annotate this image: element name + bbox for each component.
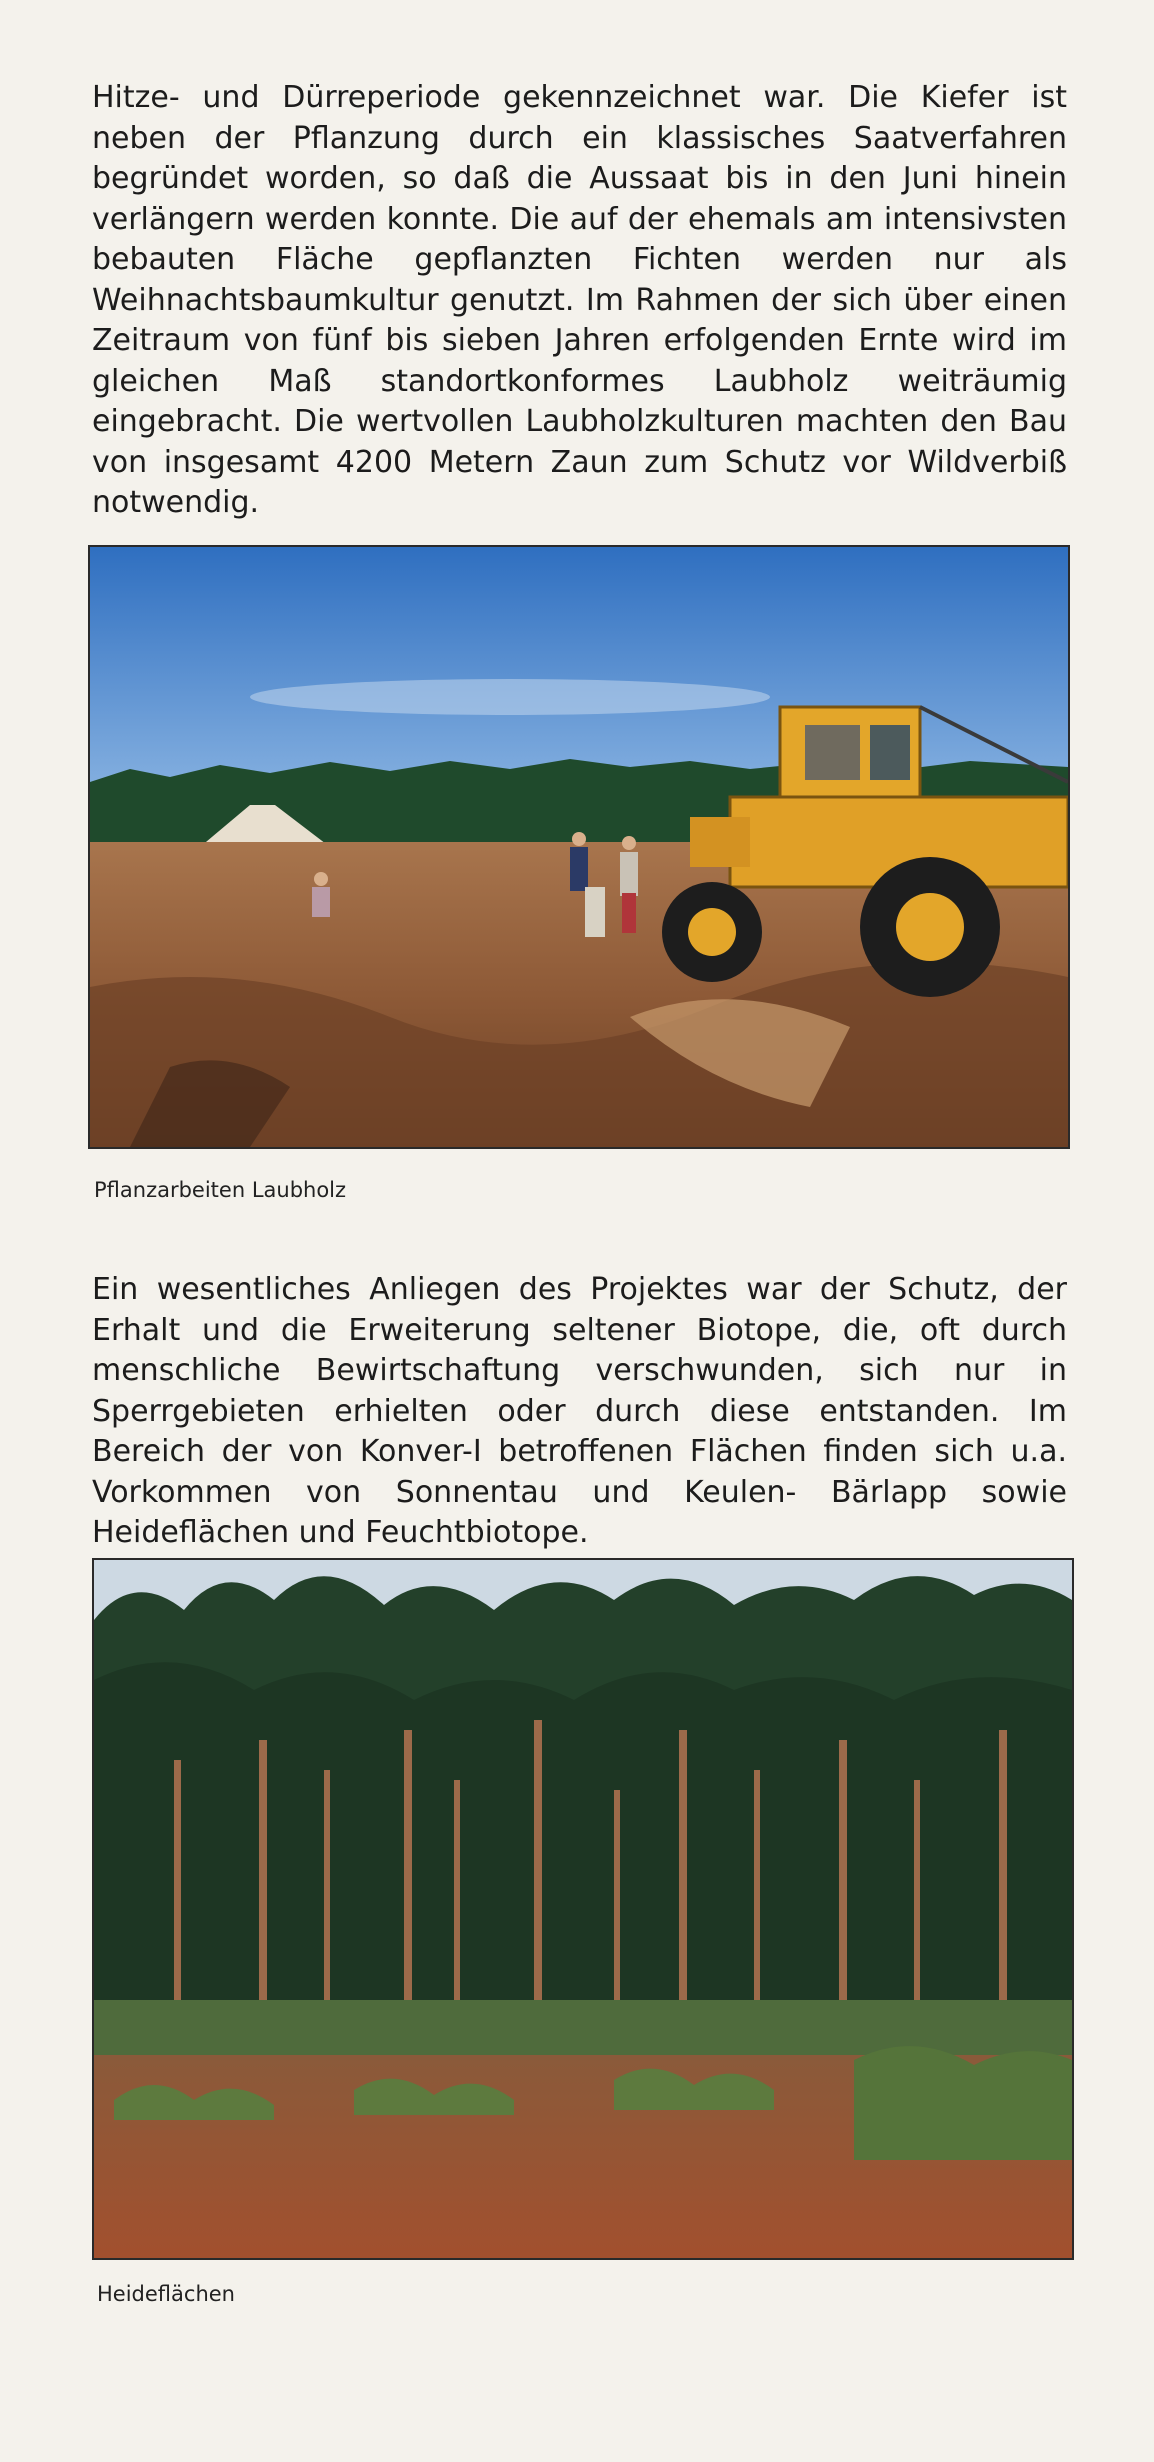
figure-caption-1: Pflanzarbeiten Laubholz (94, 1178, 347, 1202)
figure-caption-2: Heideflächen (97, 2282, 235, 2306)
body-paragraph-2: Ein wesentliches Anliegen des Projektes war der Schutz, der Erhalt und die Erweiterung seltener Biotope, die, oft durch menschliche Bewirtschaftung verschwunden, sich nur in Sperrgebieten erhielten oder durch diese entstanden. Im Bereich der von Konver-I betroffenen Flächen finden sich u.a. Vorkommen von Sonnentau und Keulen- Bärlapp sowie Heideflächen und Feuchtbiotope. (92, 1272, 1067, 1550)
pine-forest-illustration (94, 1560, 1072, 2258)
tractor-field-illustration (90, 547, 1068, 1147)
photo-planting-hardwood (88, 545, 1070, 1149)
photo-heathland (92, 1558, 1074, 2260)
body-paragraph-1: Hitze- und Dürreperiode gekennzeichnet war. Die Kiefer ist neben der Pflanzung durch ein klassisches Saatverfahren begründet worden, so daß die Aussaat bis in den Juni hinein verlängern werden konnte. Die auf der ehemals am intensivsten bebauten Fläche gepflanzten Fichten werden nur als Weihnachtsbaumkultur genutzt. Im Rahmen der sich über einen Zeitraum von fünf bis sieben Jahren erfolgenden Ernte wird im gleichen Maß standortkonformes Laubholz weiträumig eingebracht. Die wertvollen Laubholzkulturen machten den Bau von insgesamt 4200 Metern Zaun zum Schutz vor Wildverbiß notwendig. (92, 80, 1067, 520)
